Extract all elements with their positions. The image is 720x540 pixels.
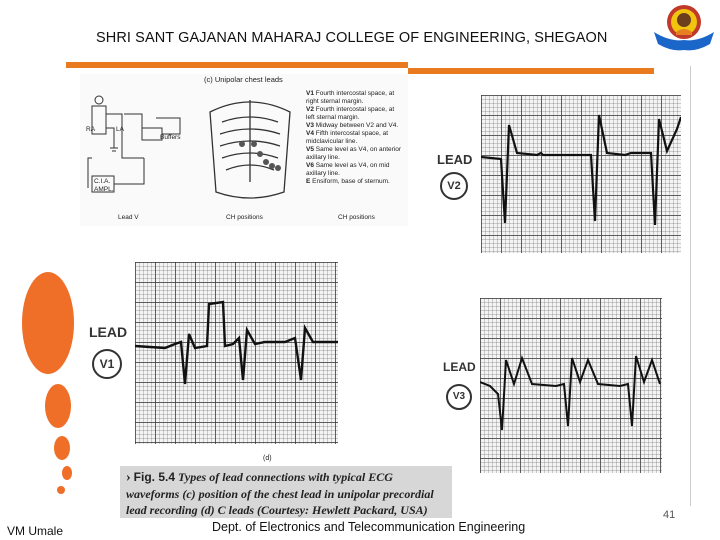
circuit-label-cia: C.I.A. — [94, 178, 111, 185]
list-item: V4 Fifth intercostal space, at midclavicular line. — [306, 130, 389, 145]
lead-v3-word: LEAD — [443, 360, 476, 374]
accent-bar-left — [66, 62, 408, 68]
lead-v3-badge: V3 — [446, 384, 472, 410]
caption-text: Types of lead connections with typical ECG waveforms (c) position of the chest lead in unipolar precordial lead recording (d) C leads (Courtesy: Hewlett Packard, USA) — [126, 470, 434, 517]
college-logo — [652, 2, 716, 56]
circuit-label-ampl: AMPL. — [94, 186, 114, 193]
right-edge-line — [690, 66, 691, 506]
footer-department: Dept. of Electronics and Telecommunication Engineering — [212, 520, 526, 534]
deco-circle-large — [22, 272, 74, 374]
ecg-strip-v1 — [135, 262, 338, 444]
accent-bar-right — [408, 68, 654, 74]
list-item: V6 Same level as V4, on mid axillary line. — [306, 162, 390, 177]
ecg-strip-v2 — [481, 95, 681, 253]
lead-v2-word: LEAD — [437, 152, 473, 167]
page-number: 41 — [663, 509, 676, 521]
list-item: V3 Midway between V2 and V4. — [306, 122, 399, 129]
deco-circle-medium — [45, 384, 71, 428]
panel-d-label: (d) — [263, 455, 272, 462]
positions-list — [306, 90, 404, 186]
label-ch-positions-2: CH positions — [338, 214, 375, 221]
caption-fig-number: Fig. 5.4 — [133, 470, 176, 484]
deco-circle-dot — [57, 486, 65, 494]
deco-circle-small — [54, 436, 70, 460]
footer-author: VM Umale — [7, 524, 64, 538]
ecg-strip-v3 — [480, 298, 662, 473]
header-title: SHRI SANT GAJANAN MAHARAJ COLLEGE OF ENGINEERING, SHEGAON — [96, 30, 608, 46]
circuit-label-buffers: Buffers — [160, 134, 181, 141]
panel-c — [80, 74, 408, 226]
deco-circle-tiny — [62, 466, 72, 480]
label-ch-positions-1: CH positions — [226, 214, 263, 221]
label-lead-v: Lead V — [118, 214, 139, 221]
list-item: V1 Fourth intercostal space, at right sternal margin. — [306, 90, 395, 105]
lead-v1-badge: V1 — [92, 349, 122, 379]
list-item: V5 Same level as V4, on anterior axillary line. — [306, 146, 402, 161]
panel-c-title: (c) Unipolar chest leads — [204, 75, 283, 84]
list-item: V2 Fourth intercostal space, at left sternal margin. — [306, 106, 395, 121]
circuit-label-ra: RA — [86, 126, 96, 133]
lead-v2-badge: V2 — [440, 172, 468, 200]
list-item: E Ensiform, base of sternum. — [306, 178, 390, 185]
caption-marker: › — [126, 470, 131, 485]
lead-v1-word: LEAD — [89, 324, 128, 340]
circuit-label-la: LA — [116, 126, 124, 133]
chest-diagram — [200, 92, 300, 204]
figure-caption — [120, 466, 452, 518]
